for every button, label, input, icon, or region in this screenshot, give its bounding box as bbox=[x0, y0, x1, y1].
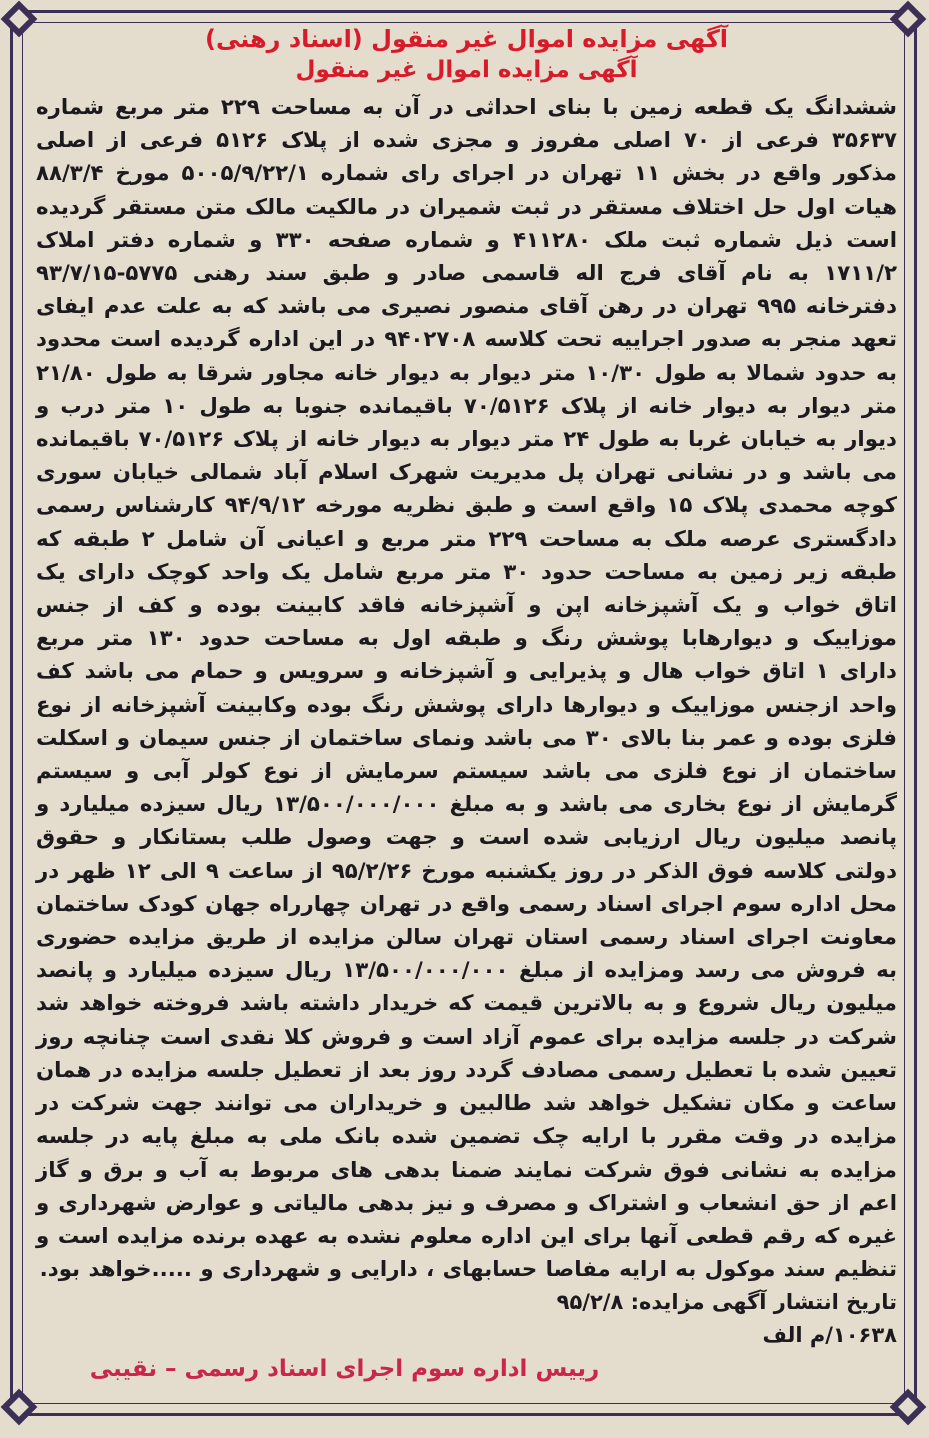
publish-date: تاریخ انتشار آگهی مزایده: ۹۵/۲/۸ bbox=[556, 1290, 897, 1315]
announcement-title: آگهی مزایده اموال غیر منقول (اسناد رهنی) bbox=[204, 25, 729, 53]
reference-number: ۱۰۶۳۸/م الف bbox=[762, 1323, 897, 1348]
announcement-body: ششدانگ یک قطعه زمین با بنای احداثی در آن به مساحت ۲۲۹ متر مربع شماره ۳۵۶۳۷ فرعی از ۷۰ اصلی مفروز و مجزی شده از پلاک ۵۱۲۶ فرعی از اصلی مذکور واقع در بخش ۱۱ تهران در اجرای رای شماره ۵۰۰۵/۹/۲۲/۱ مورخ ۸۸/۳/۴ هیات اول حل اختلاف مستقر در ثبت شمیران در مالکیت مالک متن مستقر گردیده است ذیل شماره ثبت ملک ۴۱۱۲۸۰ و شماره صفحه ۳۳۰ و شماره دفتر املاک ۱۷۱۱/۲ به نام آقای فرج اله قاسمی صادر و طبق سند رهنی ۵۷۷۵-۹۳/۷/۱۵ دفترخانه ۹۹۵ تهران در رهن آقای منصور نصیری می باشد که به علت عدم ایفای تعهد منجر به صدور اجراییه تحت کلاسه ۹۴۰۲۷۰۸ در این اداره گردیده است محدود به حدود شمالا به طول ۱۰/۳۰ متر دیوار به دیوار خانه مجاور شرقا به طول ۲۱/۸۰ متر دیوار به دیوار خانه از پلاک ۷۰/۵۱۲۶ باقیمانده جنوبا به طول ۱۰ متر درب و دیوار به خیابان غربا به طول ۲۴ متر دیوار به دیوار خانه از پلاک ۷۰/۵۱۲۶ باقیمانده می باشد و در نشانی تهران پل مدیریت شهرک اسلام آباد شمالی خیابان سوری کوچه محمدی پلاک ۱۵ واقع است و طبق نظریه مورخه ۹۴/۹/۱۲ کارشناس رسمی دادگستری عرصه ملک به مساحت ۲۲۹ متر مربع و اعیانی آن شامل ۲ طبقه که طبقه زیر زمین به مساحت حدود ۳۰ متر مربع شامل یک واحد کوچک دارای یک اتاق خواب و یک آشپزخانه اپن و آشپزخانه فاقد کابینت بوده و کف از جنس موزاییک و دیوارهابا پوشش رنگ و طبقه اول به مساحت حدود ۱۳۰ متر مربع دارای ۱ اتاق خواب هال و پذیرایی و آشپزخانه و سرویس و حمام می باشد کف واحد ازجنس موزاییک و دیوارها دارای پوشش رنگ بوده وکابینت آشپزخانه از نوع فلزی بوده و عمر بنا بالای ۳۰ می باشد ونمای ساختمان از جنس سیمان و اسکلت ساختمان از نوع فلزی می باشد سیستم سرمایش از نوع کولر آبی و سیستم گرمایش از نوع بخاری می باشد و به مبلغ ۱۳/۵۰۰/۰۰۰/۰۰۰ ریال سیزده میلیارد و پانصد میلیون ریال ارزیابی شده است و جهت وصول طلب بستانکار و حقوق دولتی کلاسه فوق الذکر در روز یکشنبه مورخ ۹۵/۲/۲۶ از ساعت ۹ الی ۱۲ ظهر در محل اداره سوم اجرای اسناد رسمی واقع در تهران چهارراه جهان کودک ساختمان معاونت اجرای اسناد رسمی استان تهران سالن مزایده از طریق مزایده حضوری به فروش می رسد ومزایده از مبلغ ۱۳/۵۰۰/۰۰۰/۰۰۰ ریال سیزده میلیارد و پانصد میلیون ریال شروع و به بالاترین قیمت که خریدار داشته باشد فروخته خواهد شد شرکت در جلسه مزایده برای عموم آزاد است و فروش کلا نقدی است چنانچه روز تعیین شده با تعطیل رسمی مصادف گردد روز بعد از تعطیل جلسه مزایده در همان ساعت و مکان تشکیل خواهد شد طالبین و خریداران می توانند جهت شرکت در مزایده در وقت مقرر با ارایه چک تضمین شده بانک ملی به مبلغ پایه در جلسه مزایده به نشانی فوق شرکت نمایند ضمنا بدهی های مربوط به آب و برق و گاز اعم از حق انشعاب و اشتراک و مصرف و نیز بدهی مالیاتی و عوارض شهرداری و غیره که رقم قطعی آنها برای این اداره معلوم نشده به عهده برنده مزایده است و تنظیم سند موکول به ارایه مفاصا حسابهای ، دارایی و شهرداری و .....خواهد بود. bbox=[36, 95, 898, 1283]
announcement-content bbox=[36, 24, 897, 1352]
signature-line: رییس اداره سوم اجرای اسناد رسمی – نقیبی bbox=[89, 1356, 600, 1382]
announcement-subtitle: آگهی مزایده اموال غیر منقول bbox=[295, 57, 638, 83]
